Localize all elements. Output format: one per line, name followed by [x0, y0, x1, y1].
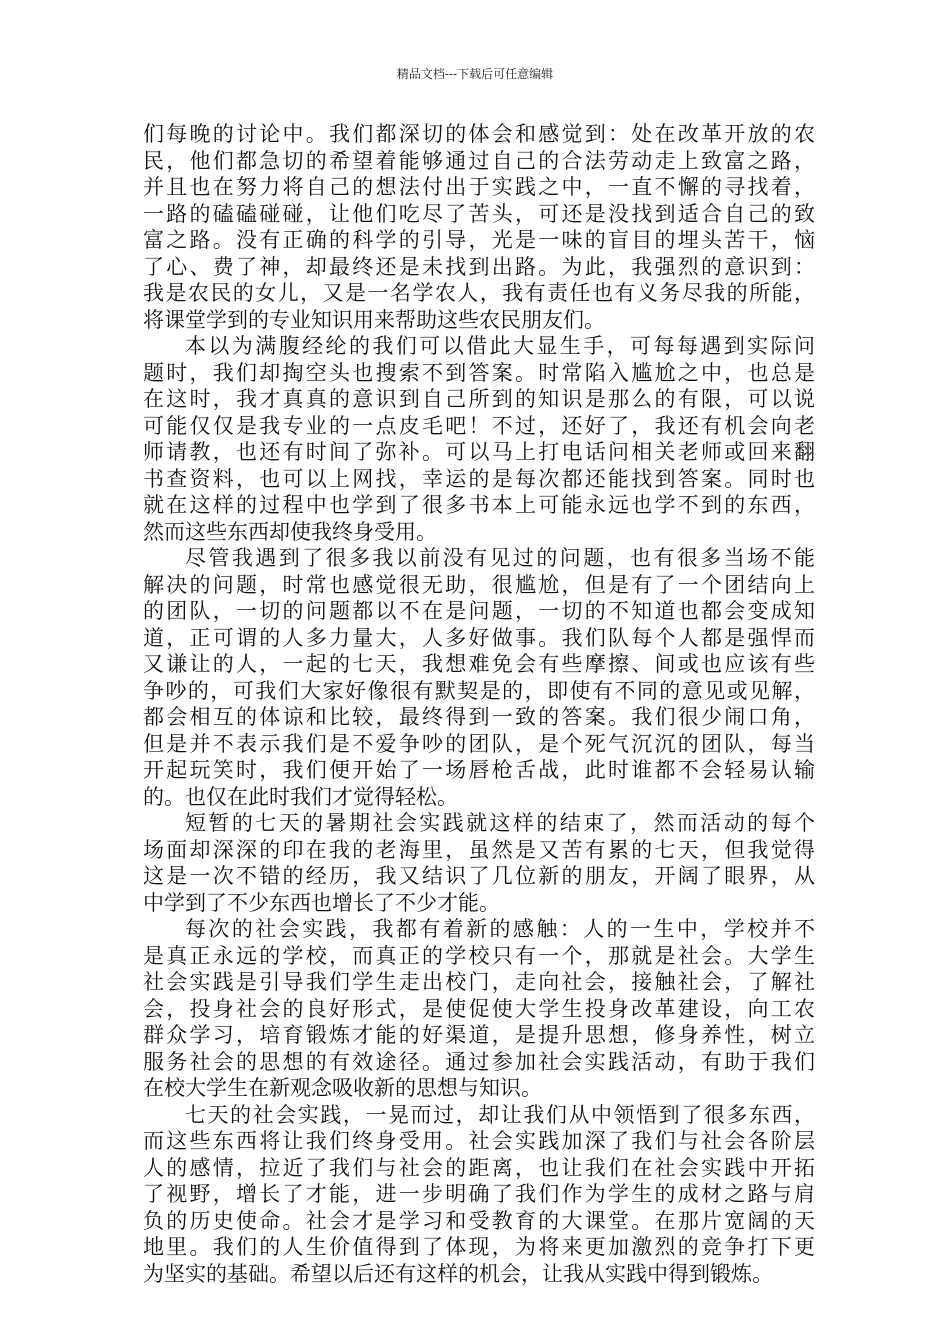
- text-line: 民，他们都急切的希望着能够通过自己的合法劳动走上致富之路，: [143, 148, 815, 173]
- paragraph: [143, 810, 815, 916]
- text-line: 人的感情，拉近了我们与社会的距离，也让我们在社会实践中开拓: [143, 1155, 815, 1180]
- text-line: 每次的社会实践，我都有着新的感触：人的一生中，学校并不: [185, 917, 815, 941]
- text-line: 中学到了不少东西也增长了不少才能。: [143, 890, 500, 915]
- text-line: 服务社会的思想的有效途径。通过参加社会实践活动，有助于我们: [143, 1049, 815, 1074]
- text-line: 书查资料，也可以上网找，幸运的是每次都还能找到答案。同时也: [143, 466, 815, 491]
- text-line: 了心、费了神，却最终还是未找到出路。为此，我强烈的意识到：: [143, 254, 815, 279]
- text-line: 地里。我们的人生价值得到了体现，为将来更加激烈的竞争打下更: [143, 1235, 815, 1259]
- text-line: 又谦让的人，一起的七天，我想难免会有些摩擦、间或也应该有些: [143, 652, 815, 676]
- text-line: 本以为满腹经纶的我们可以借此大显生手，可每每遇到实际问: [185, 334, 815, 358]
- document-body: [143, 121, 815, 1287]
- paragraph: [143, 916, 815, 1102]
- text-line: 可能仅仅是我专业的一点皮毛吧！不过，还好了，我还有机会向老: [143, 413, 815, 438]
- text-line: 们每晚的讨论中。我们都深切的体会和感觉到：处在改革开放的农: [143, 122, 815, 146]
- text-line: 但是并不表示我们是不爱争吵的团队，是个死气沉沉的团队，每当: [143, 731, 815, 756]
- text-line: 师请教，也还有时间了弥补。可以马上打电话问相关老师或回来翻: [143, 440, 815, 464]
- text-line: 场面却深深的印在我的老海里，虽然是又苦有累的七天，但我觉得: [143, 837, 815, 862]
- text-line: 在校大学生在新观念吸收新的思想与知识。: [143, 1076, 542, 1100]
- text-line: 这是一次不错的经历，我又结识了几位新的朋友，开阔了眼界，从: [143, 864, 815, 888]
- paragraph: [143, 121, 815, 333]
- text-line: 一路的磕磕碰碰，让他们吃尽了苦头，可还是没找到适合自己的致: [143, 201, 815, 226]
- text-line: 的。也仅在此时我们才觉得轻松。: [143, 784, 458, 809]
- text-line: 争吵的，可我们大家好像很有默契是的，即使有不同的意见或见解，: [143, 678, 815, 703]
- paragraph: [143, 333, 815, 545]
- text-line: 会，投身社会的良好形式，是使促使大学生投身改革建设，向工农: [143, 996, 815, 1021]
- text-line: 而这些东西将让我们终身受用。社会实践加深了我们与社会各阶层: [143, 1129, 815, 1153]
- text-line: 富之路。没有正确的科学的引导，光是一味的盲目的埋头苦干，恼: [143, 228, 815, 252]
- text-line: 并且也在努力将自己的想法付出于实践之中，一直不懈的寻找着，: [143, 175, 815, 199]
- text-line: 开起玩笑时，我们便开始了一场唇枪舌战，此时谁都不会轻易认输: [143, 758, 815, 782]
- page-header: [0, 66, 950, 82]
- text-line: 在这时，我才真真的意识到自己所到的知识是那么的有限，可以说: [143, 387, 815, 411]
- text-line: 然而这些东西却使我终身受用。: [143, 519, 437, 544]
- text-line: 我是农民的女儿，又是一名学农人，我有责任也有义务尽我的所能，: [143, 281, 815, 305]
- text-line: 群众学习，培育锻炼才能的好渠道，是提升思想，修身养性，树立: [143, 1023, 815, 1047]
- text-line: 都会相互的体谅和比较，最终得到一致的答案。我们很少闹口角，: [143, 705, 815, 729]
- text-line: 为坚实的基础。希望以后还有这样的机会，让我从实践中得到锻炼。: [143, 1261, 773, 1286]
- paragraph: [143, 545, 815, 810]
- text-line: 尽管我遇到了很多我以前没有见过的问题，也有很多当场不能: [185, 546, 815, 570]
- text-line: 七天的社会实践，一晃而过，却让我们从中领悟到了很多东西，: [185, 1102, 815, 1127]
- text-line: 题时，我们却掏空头也搜索不到答案。时常陷入尴尬之中，也总是: [143, 360, 815, 385]
- text-line: 短暂的七天的暑期社会实践就这样的结束了，然而活动的每个: [185, 811, 815, 835]
- text-line: 将课堂学到的专业知识用来帮助这些农民朋友们。: [143, 307, 605, 332]
- header-text: 精品文档---下载后可任意编辑: [396, 67, 554, 81]
- paragraph: [143, 1102, 815, 1288]
- text-line: 了视野，增长了才能，进一步明确了我们作为学生的成材之路与肩: [143, 1182, 815, 1206]
- text-line: 的团队，一切的问题都以不在是问题，一切的不知道也都会变成知: [143, 599, 815, 623]
- text-line: 是真正永远的学校，而真正的学校只有一个，那就是社会。大学生: [143, 943, 815, 968]
- text-line: 道，正可谓的人多力量大，人多好做事。我们队每个人都是强悍而: [143, 625, 815, 650]
- text-line: 社会实践是引导我们学生走出校门，走向社会，接触社会，了解社: [143, 970, 815, 994]
- text-line: 解决的问题，时常也感觉很无助，很尴尬，但是有了一个团结向上: [143, 572, 815, 597]
- text-line: 就在这样的过程中也学到了很多书本上可能永远也学不到的东西，: [143, 493, 815, 517]
- text-line: 负的历史使命。社会才是学习和受教育的大课堂。在那片宽阔的天: [143, 1208, 815, 1233]
